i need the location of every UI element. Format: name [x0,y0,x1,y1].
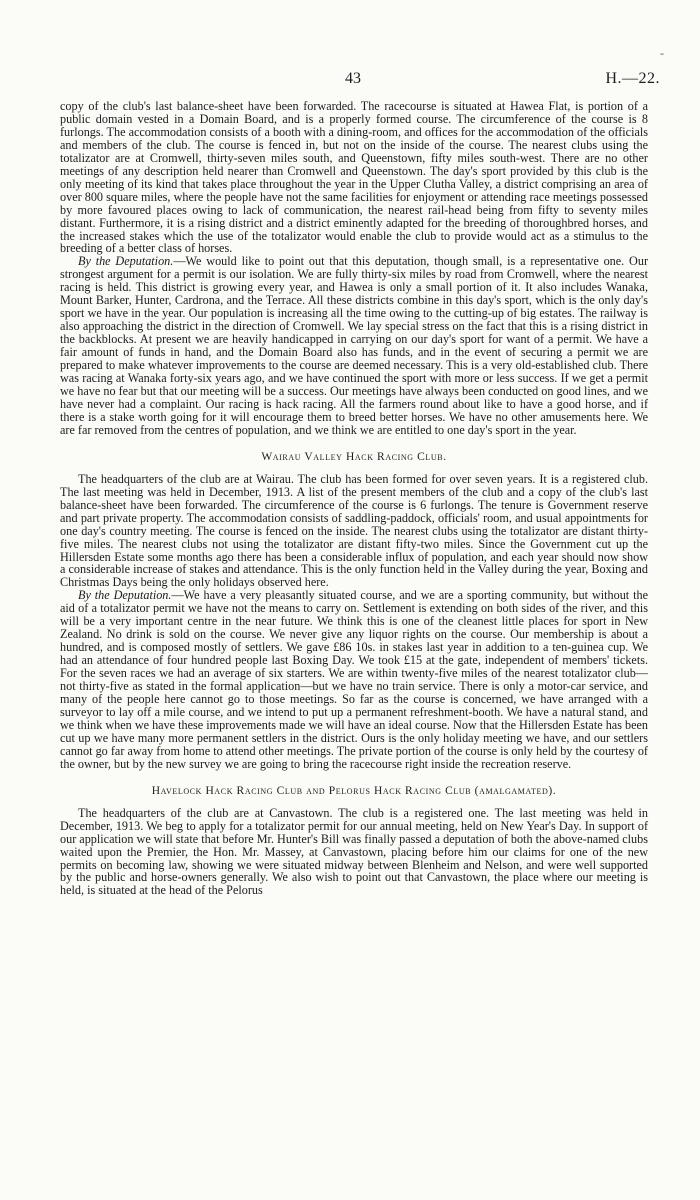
document-page [60,0,664,1200]
section-heading: Havelock Hack Racing Club and Pelorus Hack Racing Club (amalgamated). [151,784,557,797]
paragraph-text: The headquarters of the club are at Wairau. The club has been formed for over seven years. It is a registered club. The last meeting was held in December, 1913. A list of the present members of the club and a copy of the club's last balance-sheet have been forwarded. The circumference of the course is 6 furlongs. The tenure is Government reserve and part private property. The accommodation consists of saddling-paddock, officials' room, and usual appointments for one day's country meeting. The course is fenced on the inside. The nearest clubs using the totalizator are distant thirty-five miles. The nearest clubs not using the totalizator are distant fifty-two miles. Since the Government cut up the Hillersden Estate some months ago there has been a considerable influx of population, and each year should now show a considerable increase of stakes and attendance. This is the only function held in the Valley during the year, Boxing and Christmas Days being the only holidays observed here. [60,471,648,590]
paragraph [60,255,648,436]
paragraph-text: The headquarters of the club are at Canvastown. The club is a registered one. The last meeting was held in December, 1913. We beg to apply for a totalizator permit for our annual meeting, held on New Year's Day. In support of our application we will state that before Mr. Hunter's Bill was finally passed a deputation of both the above-named clubs waited upon the Premier, the Hon. Mr. Massey, at Canvastown, placing before him our claims for one of the new permits on becoming law, showing we were situated midway between Blenheim and Nelson, and were well supported by the public and horse-owners generally. We also wish to point out that Canvastown, the place where our meeting is held, is situated at the head of the Pelorus [60,805,648,898]
page-number: 43 [345,70,361,87]
document-reference: H.—22. [605,70,660,87]
paragraph-text: —We have a very pleasantly situated course, and we are a sporting community, but without the aid of a totalizator permit we have not the means to carry on. Settlement is extending on both sides of the river, and this will be a very important centre in the near future. We think this is one of the cleanest little places for sport in New Zealand. No drink is sold on the course. We never give any liquor rights on the course. Our membership is about a hundred, and is composed mostly of settlers. We gave £86 10s. in stakes last year in addition to a ten-guinea cup. We had an attendance of four hundred people last Boxing Day. We took £15 at the gate, independent of members' tickets. For the seven races we had an average of six starters. We are within twenty-five miles of the nearest totalizator club—not thirty-five as stated in the formal application—but we have no train service. There is only a motor-car service, and many of the people here cannot go to those meetings. So far as the course is concerned, we have arranged with a surveyor to lay off a mile course, and we intend to put up a permanent refreshment-booth. We have a natural stand, and we think when we have these improvements made we will have an ideal course. Now that the Hillersden Estate has been cut up we have many more permanent settlers in the district. Ours is the only holiday meeting we have, and our settlers cannot go far away from home to attend other meetings. The private portion of the course is only held by the courtesy of the owner, but by the new survey we are going to bring the racecourse right inside the recreation reserve. [60,588,648,771]
paragraph-text: —We would like to point out that this deputation, though small, is a representative one. Our strongest argument for a permit is our isolation. We are fully thirty-six miles by road from Cromwell, where the nearest racing is held. This district is growing every year, and Hawea is only a small portion of it. It also includes Wanaka, Mount Barker, Hunter, Cardrona, and the Terrace. All these districts combine in this day's sport, which is the only day's sport we have in the year. Our population is increasing all the time owing to the cutting-up of big estates. The railway is also approaching the district in the direction of Cromwell. We lay special stress on the fact that this is a rising district in the backblocks. At present we are heavily handicapped in carrying on our day's sport for want of a permit. We have a fair amount of funds in hand, and the Domain Board also has funds, and in the event of securing a permit we are prepared to make whatever improvements to the course are deemed necessary. This is a very old-established club. There was racing at Wanaka forty-six years ago, and we have continued the sport with more or less success. If we get a permit we have no fear but that our meeting will be a success. Our meetings have always been conducted on good lines, and we have never had a complaint. Our racing is hack racing. All the farmers round about like to have a good horse, and if there is a stake worth going for it will encourage them to breed better horses. We have no other amusements here. We are far removed from the centres of population, and we think we are entitled to one day's sport in the year. [60,254,648,437]
section-heading: Wairau Valley Hack Racing Club. [261,450,447,463]
body-text [60,100,648,897]
paragraph [60,589,648,770]
paragraph [60,100,648,255]
paragraph-text: copy of the club's last balance-sheet have been forwarded. The racecourse is situated at Hawea Flat, is portion of a public domain vested in a Domain Board, and is a properly formed course. The circumference of the course is 8 furlongs. The accommodation consists of a booth with a dining-room, and offices for the accommodation of the officials and members of the club. The course is fenced in, but not on the inside of the course. The nearest clubs using the totalizator are at Cromwell, thirty-seven miles south, and Queenstown, fifty miles south-west. There are no other meetings of any description held nearer than Cromwell and Queenstown. The day's sport provided by this club is the only meeting of its kind that takes place throughout the year in the Upper Clutha Valley, a district comprising an area of over 800 square miles, where the people have not the same facilities for enjoyment or attending race meetings possessed by more favoured places owing to lack of communication, the nearest rail-head being from fifty to seventy miles distant. Furthermore, it is a rising district and a district eminently adapted for the breeding of thoroughbred horses, and the increased stakes which the use of the totalizator would enable the club to provide would act as a stimulus to the breeding of a better class of horses. [60,99,648,256]
margin-mark: - [660,46,664,60]
paragraph [60,807,648,898]
paragraph [60,473,648,590]
speaker-label: By the Deputation. [78,254,174,269]
speaker-label: By the Deputation. [78,588,172,603]
